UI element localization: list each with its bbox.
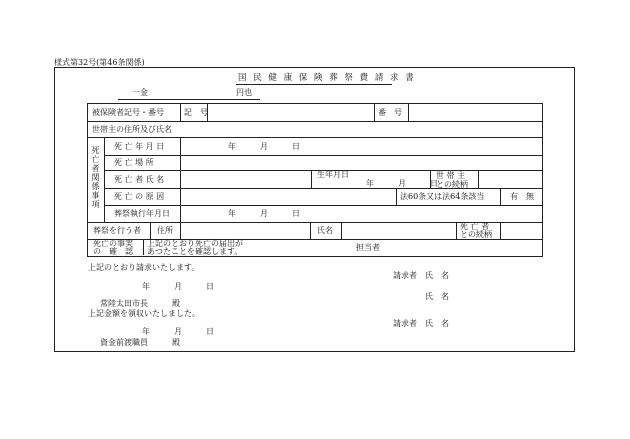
claimant1-label: 請求者 氏 名 — [393, 271, 449, 280]
insured-no-label: 被保険者記号・番号 — [92, 108, 164, 117]
death-date-label: 死 亡 年 月 日 — [114, 142, 165, 151]
confirm-text: 上記のとおり死亡の届出が あつたことを確認します。 — [147, 239, 243, 256]
deceased-name-label: 死 亡 者 氏 名 — [114, 175, 165, 184]
death-group-label: 死亡者関係事項 — [91, 146, 100, 209]
bango-label: 番 号 — [378, 108, 402, 117]
amount-prefix: 一金 — [132, 88, 148, 97]
relation-head-label: 世 帯 主 との続柄 — [436, 171, 468, 189]
household-head-label: 世帯主の住所及び氏名 — [92, 125, 172, 134]
claimant2-label: 請求者 氏 名 — [393, 319, 449, 328]
address-label: 住所 — [157, 226, 173, 235]
article64-label: 法60条又は法64条該当 — [400, 192, 485, 201]
kigo-label: 記 号 — [184, 108, 208, 117]
funeral-date-label: 葬祭執行年月日 — [114, 209, 170, 218]
death-place-label: 死 亡 場 所 — [114, 158, 154, 167]
received-text: 上記金額を領収いたしました。 — [88, 309, 200, 318]
amount-underline — [118, 99, 260, 100]
mayor-addressee: 常陸太田市長 殿 — [100, 299, 180, 308]
relation-deceased-label: 死 亡 者 との続柄 — [460, 222, 492, 239]
funeral-person-label: 葬祭を行う者 — [93, 226, 141, 235]
request-date: 年 月 日 — [142, 282, 214, 291]
birth-value: 年 月 日 — [366, 179, 438, 188]
form-number: 様式第32号(第46条関係) — [54, 58, 145, 67]
death-date-value: 年 月 日 — [228, 142, 300, 151]
birth-label: 生年月日 — [317, 170, 349, 179]
name-label: 氏名 — [317, 226, 333, 235]
funeral-date-value: 年 月 日 — [228, 209, 300, 218]
received-date: 年 月 日 — [142, 327, 214, 336]
death-cause-label: 死 亡 の 原 因 — [114, 192, 165, 201]
request-text: 上記のとおり請求いたします。 — [88, 263, 200, 272]
amount-suffix: 円也 — [236, 88, 252, 97]
title-underline — [236, 84, 392, 85]
cashier-addressee: 資金前渡職員 殿 — [100, 338, 180, 347]
article64-value: 有 無 — [510, 192, 534, 201]
officer-label: 担当者 — [356, 243, 380, 252]
form-title: 国 民 健 康 保 険 葬 祭 費 請 求 書 — [238, 73, 416, 83]
name2-label: 氏 名 — [425, 292, 449, 301]
confirm-label: 死亡の事実 の 確 認 — [93, 239, 133, 256]
